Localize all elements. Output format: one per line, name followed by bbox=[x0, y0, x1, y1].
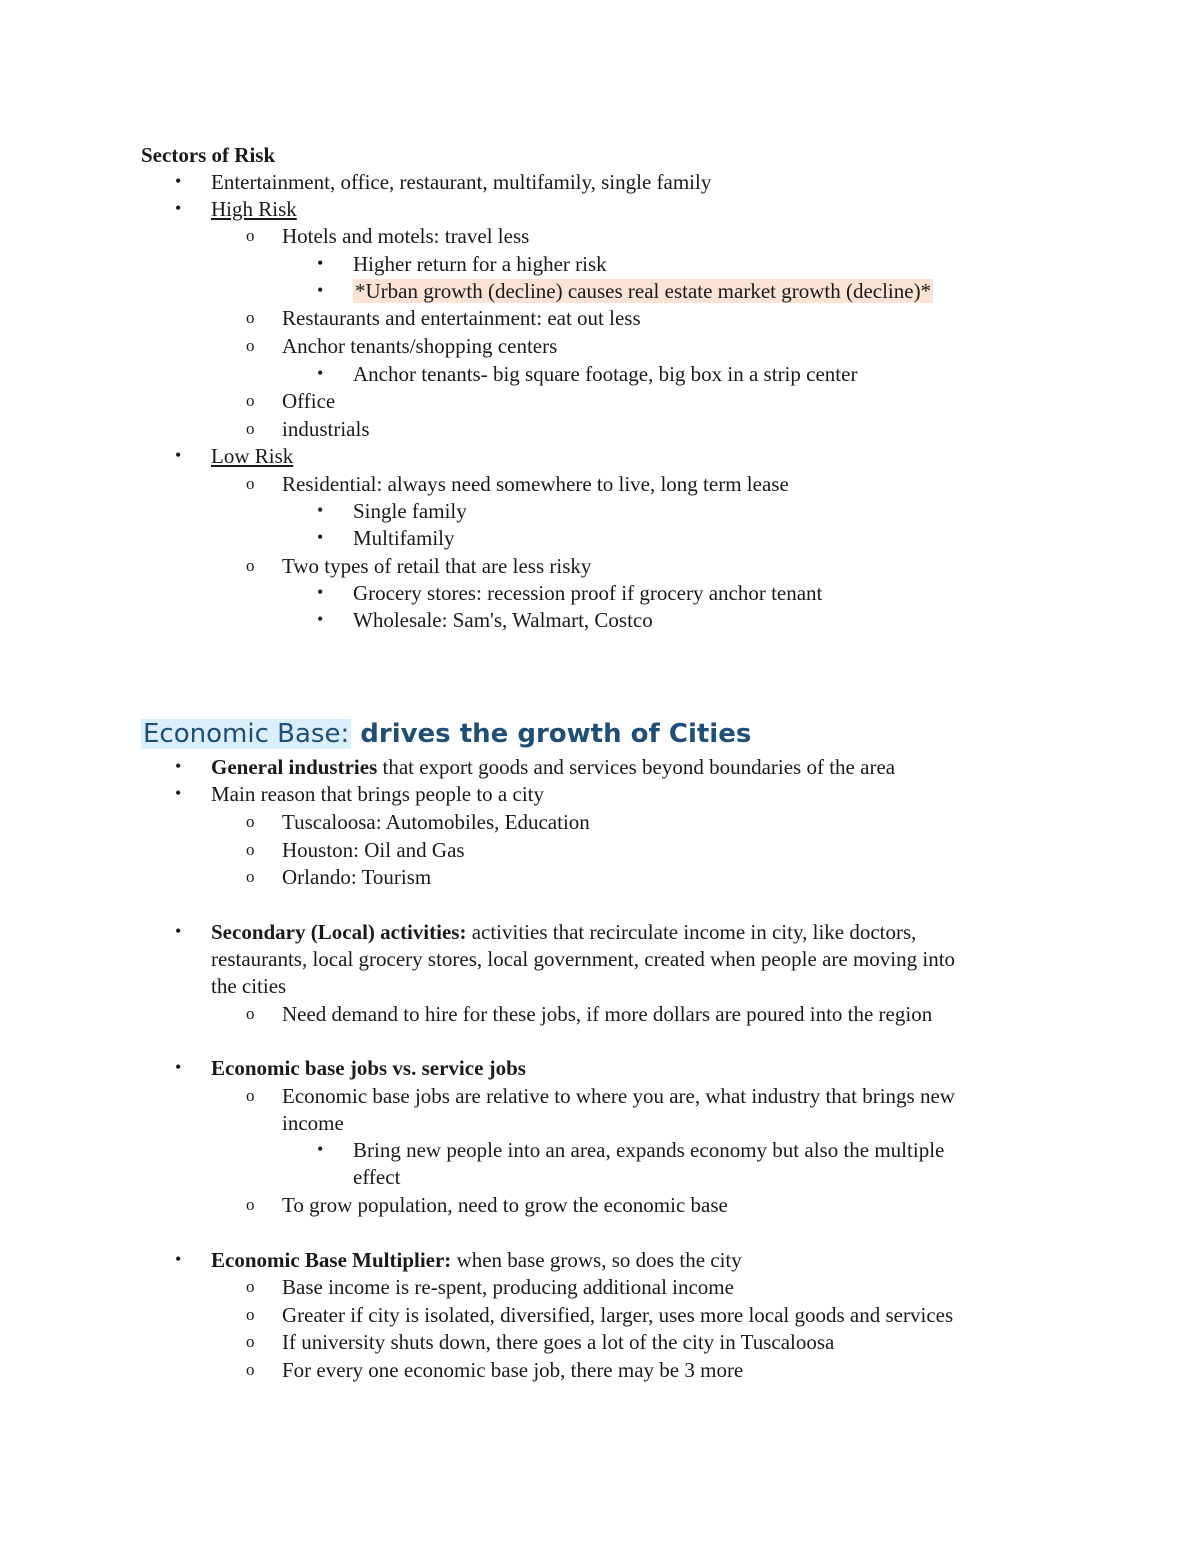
economic-base-heading bbox=[141, 714, 751, 754]
list-item: Bring new people into an area, expands economy but also the multiple bbox=[353, 1138, 945, 1162]
bold-label: Secondary (Local) activities: bbox=[211, 920, 467, 944]
list-item: Houston: Oil and Gas bbox=[282, 838, 465, 862]
list-item-continuation: income bbox=[282, 1111, 344, 1135]
circle-bullet-icon: o bbox=[246, 1360, 255, 1379]
list-item: industrials bbox=[282, 417, 370, 441]
bullet-icon: • bbox=[317, 363, 324, 383]
list-item: Grocery stores: recession proof if grocery anchor tenant bbox=[353, 581, 823, 605]
list-item: Single family bbox=[353, 499, 467, 523]
bullet-icon: • bbox=[175, 171, 182, 191]
sectors-title: Sectors of Risk bbox=[141, 143, 276, 167]
bullet-icon: • bbox=[175, 756, 182, 776]
list-item: Orlando: Tourism bbox=[282, 865, 432, 889]
list-item: Greater if city is isolated, diversified, larger, uses more local goods and services bbox=[282, 1303, 954, 1327]
bullet-icon: • bbox=[317, 253, 324, 273]
highlighted-text: *Urban growth (decline) causes real estate market growth (decline)* bbox=[355, 279, 932, 303]
list-item: Higher return for a higher risk bbox=[353, 252, 607, 276]
circle-bullet-icon: o bbox=[246, 308, 255, 327]
list-item: Hotels and motels: travel less bbox=[282, 224, 530, 248]
list-item-low-risk: Low Risk bbox=[211, 444, 294, 468]
bullet-icon: • bbox=[175, 1249, 182, 1269]
bold-label: Economic Base Multiplier: bbox=[211, 1248, 452, 1272]
list-item: To grow population, need to grow the economic base bbox=[282, 1193, 728, 1217]
list-item-continuation: restaurants, local grocery stores, local government, created when people are moving into bbox=[211, 947, 956, 971]
list-item: Residential: always need somewhere to live, long term lease bbox=[282, 472, 789, 496]
circle-bullet-icon: o bbox=[246, 1277, 255, 1296]
bullet-icon: • bbox=[175, 198, 182, 218]
list-item: Main reason that brings people to a city bbox=[211, 782, 544, 806]
list-item-continuation: the cities bbox=[211, 974, 287, 998]
circle-bullet-icon: o bbox=[246, 1305, 255, 1324]
circle-bullet-icon: o bbox=[246, 812, 255, 831]
list-item: Anchor tenants- big square footage, big box in a strip center bbox=[353, 362, 858, 386]
list-item: Anchor tenants/shopping centers bbox=[282, 334, 558, 358]
circle-bullet-icon: o bbox=[246, 336, 255, 355]
list-item: Base income is re-spent, producing additional income bbox=[282, 1275, 734, 1299]
bullet-icon: • bbox=[175, 921, 182, 941]
bullet-icon: • bbox=[175, 783, 182, 803]
list-item-continuation: effect bbox=[353, 1165, 401, 1189]
list-item bbox=[211, 1055, 526, 1082]
list-item: Economic base jobs are relative to where you are, what industry that brings new bbox=[282, 1084, 955, 1108]
list-item: If university shuts down, there goes a lot of the city in Tuscaloosa bbox=[282, 1330, 835, 1354]
bullet-icon: • bbox=[317, 1139, 324, 1159]
heading-highlighted-part: Economic Base: bbox=[143, 719, 350, 749]
item-text: when base grows, so does the city bbox=[451, 1248, 742, 1272]
list-item: Tuscaloosa: Automobiles, Education bbox=[282, 810, 590, 834]
bullet-icon: • bbox=[175, 445, 182, 465]
circle-bullet-icon: o bbox=[246, 840, 255, 859]
circle-bullet-icon: o bbox=[246, 391, 255, 410]
circle-bullet-icon: o bbox=[246, 1086, 255, 1105]
item-text: that export goods and services beyond boundaries of the area bbox=[377, 755, 896, 779]
list-item: Office bbox=[282, 389, 336, 413]
list-item: Need demand to hire for these jobs, if more dollars are poured into the region bbox=[282, 1002, 933, 1026]
bullet-icon: • bbox=[317, 527, 324, 547]
bullet-icon: • bbox=[317, 500, 324, 520]
bullet-icon: • bbox=[317, 609, 324, 629]
circle-bullet-icon: o bbox=[246, 1332, 255, 1351]
list-item bbox=[211, 754, 895, 781]
list-item bbox=[211, 1247, 742, 1274]
list-item: Two types of retail that are less risky bbox=[282, 554, 592, 578]
list-item: For every one economic base job, there may be 3 more bbox=[282, 1358, 744, 1382]
circle-bullet-icon: o bbox=[246, 1195, 255, 1214]
bold-label: General industries bbox=[211, 755, 378, 779]
circle-bullet-icon: o bbox=[246, 474, 255, 493]
list-item bbox=[211, 919, 916, 946]
list-item-high-risk: High Risk bbox=[211, 197, 297, 221]
bullet-icon: • bbox=[317, 280, 324, 300]
bullet-icon: • bbox=[317, 582, 324, 602]
circle-bullet-icon: o bbox=[246, 556, 255, 575]
heading-rest: drives the growth of Cities bbox=[351, 719, 752, 749]
bullet-icon: • bbox=[175, 1057, 182, 1077]
list-item: Restaurants and entertainment: eat out less bbox=[282, 306, 641, 330]
list-item: Entertainment, office, restaurant, multifamily, single family bbox=[211, 170, 712, 194]
list-item: Multifamily bbox=[353, 526, 455, 550]
bold-label: Economic base jobs vs. service jobs bbox=[211, 1056, 526, 1080]
list-item: Wholesale: Sam's, Walmart, Costco bbox=[353, 608, 653, 632]
item-text: activities that recirculate income in city, like doctors, bbox=[466, 920, 917, 944]
circle-bullet-icon: o bbox=[246, 226, 255, 245]
circle-bullet-icon: o bbox=[246, 1004, 255, 1023]
list-item-highlighted bbox=[353, 278, 933, 305]
circle-bullet-icon: o bbox=[246, 419, 255, 438]
circle-bullet-icon: o bbox=[246, 867, 255, 886]
